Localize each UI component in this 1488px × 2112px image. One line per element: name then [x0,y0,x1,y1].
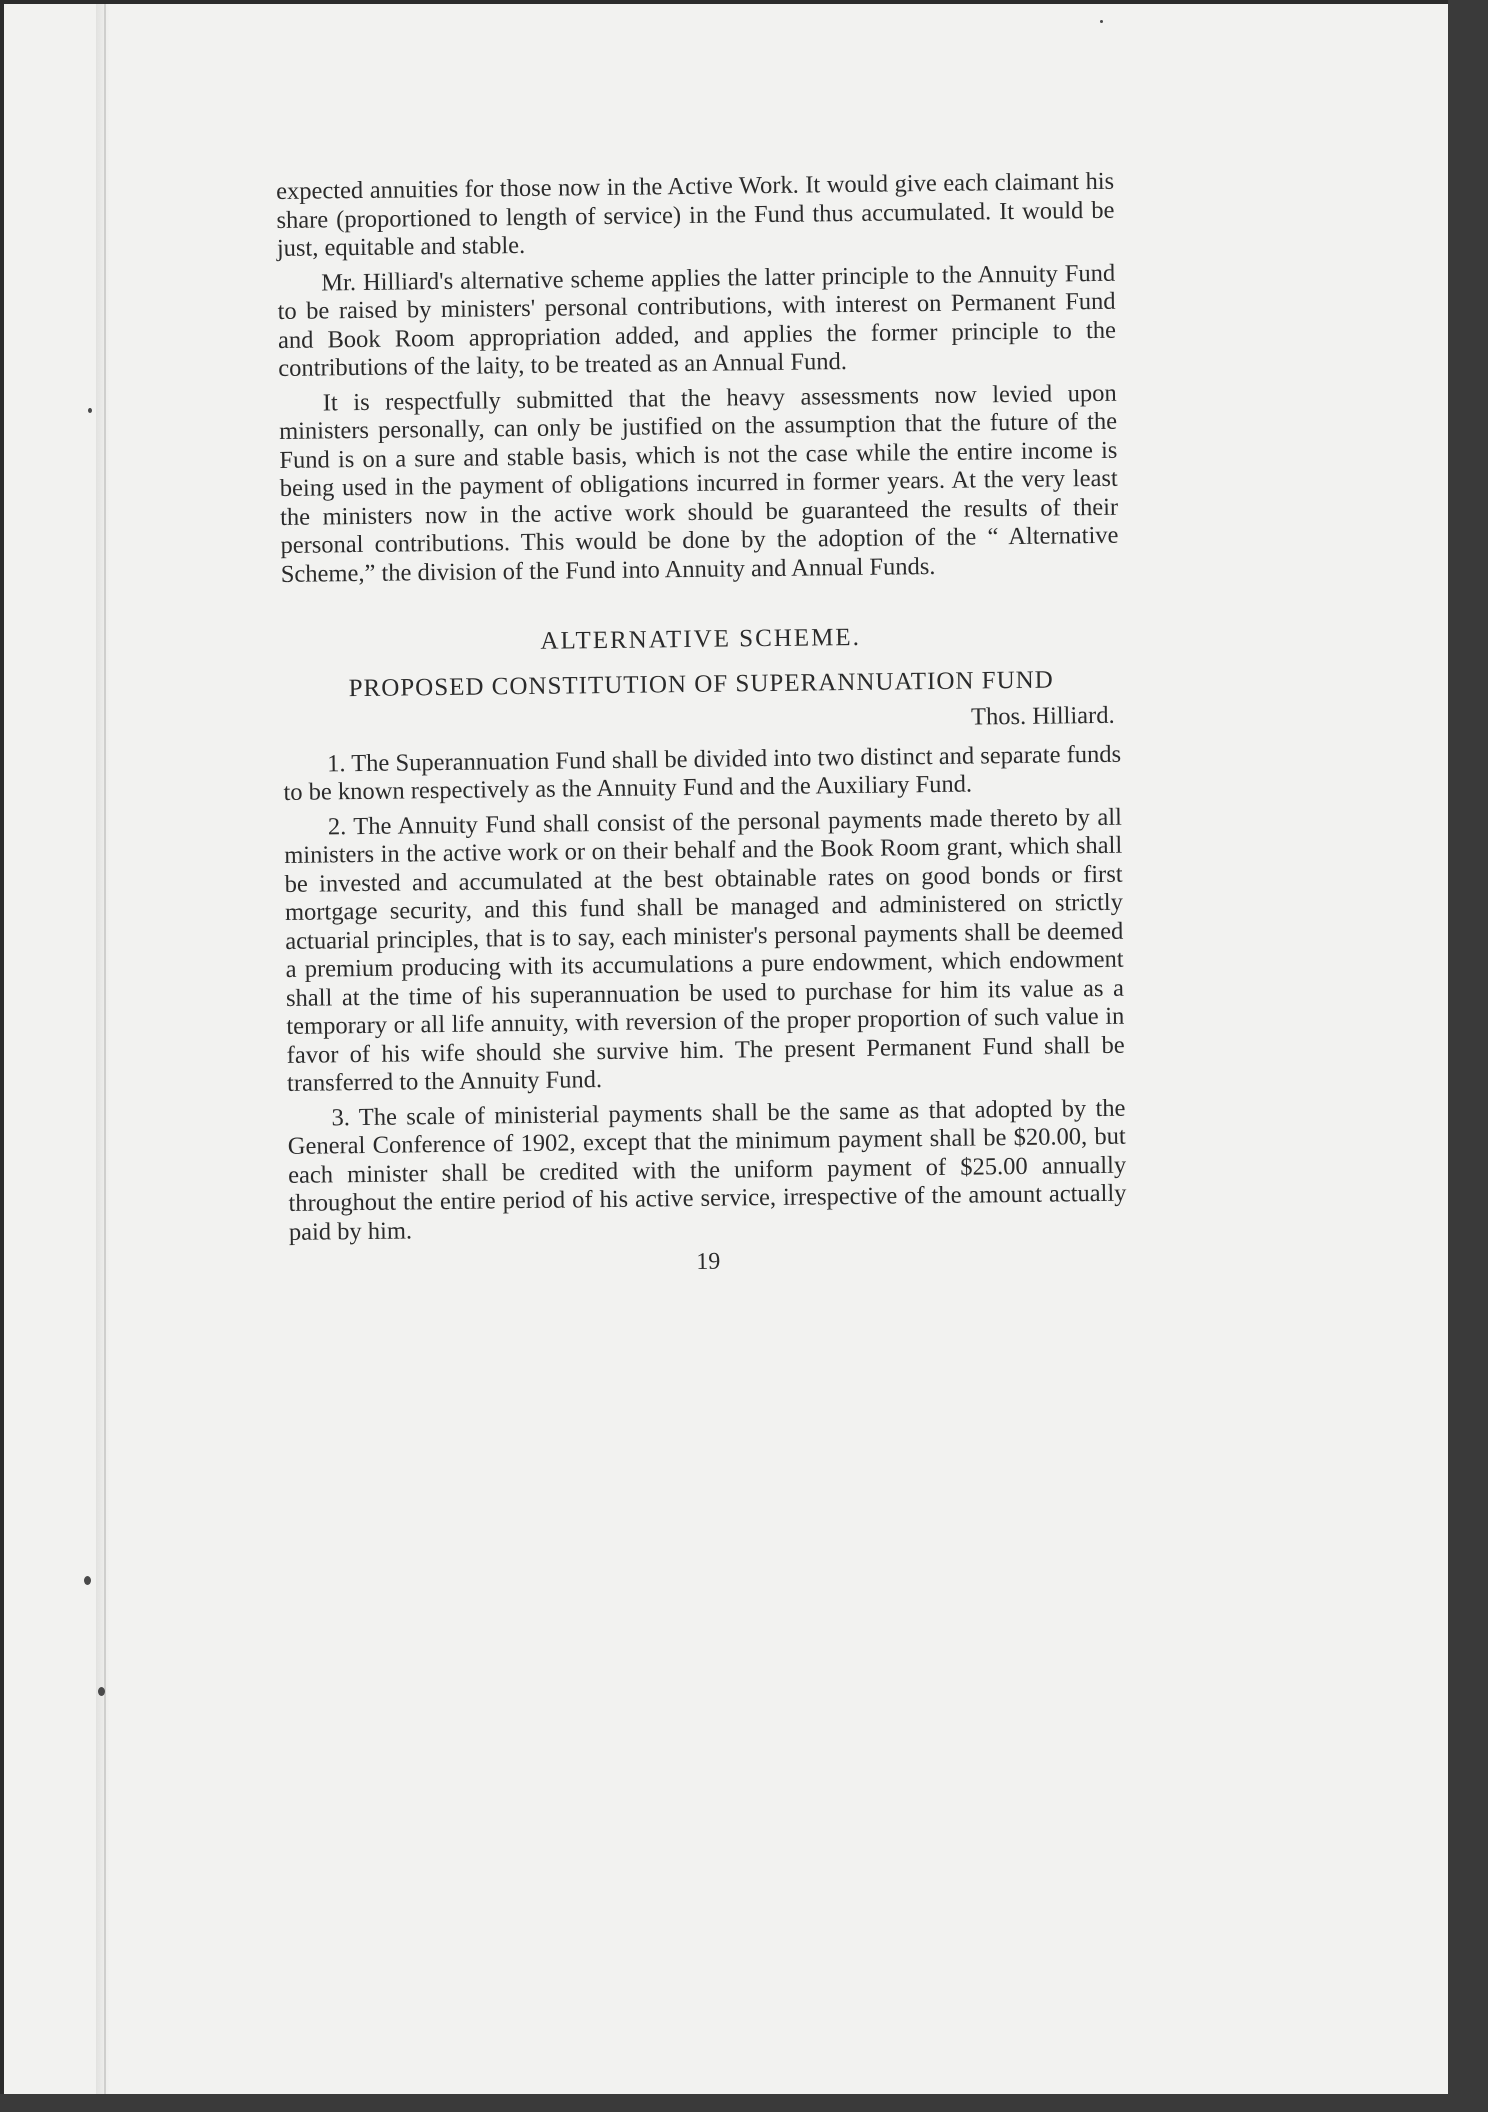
clause-2: 2. The Annuity Fund shall consist of the personal payments made thereto by all ministers in the active work or on their behalf and the Book Room grant, which shall be invested and accumulated at the best obtainable rates on good bonds or first mortgage security, and this fund shall be managed and administered on strictly actuarial principles, that is to say, each minister's personal payments shall be deemed a premium producing with its accumulations a pure endowment, which endowment shall at the time of his superannuation be used to purchase for him its value as a temporary or all life annuity, with reversion of the proper proportion of such value in favor of his wife should she survive him. The present Permanent Fund shall be transferred to the Annuity Fund. [284,803,1125,1097]
clause-3: 3. The scale of ministerial payments shall be the same as that adopted by the General Conference of 1902, except that the minimum payment shall be $20.00, but each minister shall be credited with the uniform payment of $25.00 annually throughout the entire period of his active service, irrespective of the amount actually paid by him. [287,1094,1127,1246]
paper-speck [88,408,92,413]
binding-fold-shadow [96,4,110,2094]
paper-speck [98,1687,105,1696]
page-text-block [276,168,1127,1282]
paper-speck [84,1576,91,1585]
paragraph-submission: It is respectfully submitted that the heavy assessments now levied upon ministers personally, can only be justified on the assumption that the future of the Fund is on a sure and stable basis, which is not the case while the entire income is being used in the payment of obligations incurred in former years. At the very least the ministers now in the active work should be guaranteed the results of their personal contributions. This would be done by the adoption of the “ Alternative Scheme,” the division of the Fund into Annuity and Annual Funds. [278,379,1119,588]
author-attribution: Thos. Hilliard. [970,701,1115,731]
heading-alternative-scheme: ALTERNATIVE SCHEME. [540,623,862,655]
page-number: 19 [696,1248,721,1275]
paragraph-continuation: expected annuities for those now in the Active Work. It would give each claimant his share (proportioned to length of service) in the Fund thus accumulated. It would be just, equitable and stable. [276,167,1115,262]
clause-1: 1. The Superannuation Fund shall be divided into two distinct and separate funds to be known respectively as the Annuity Fund and the Auxiliary Fund. [283,740,1122,806]
binding-fold-line [104,4,106,2094]
scan-bottom-edge [0,2094,1488,2112]
heading-proposed-constitution: PROPOSED CONSTITUTION OF SUPERANNUATION FUND [348,666,1054,702]
paper-speck [1100,20,1103,23]
scan-right-edge [1448,0,1488,2112]
paragraph-hilliard-scheme: Mr. Hilliard's alternative scheme applies the latter principle to the Annuity Fund to be raised by ministers' personal contributions, with interest on Permanent Fund and Book Room appropriation added, and applies the former principle to the contributions of the laity, to be treated as an Annual Fund. [277,259,1117,382]
